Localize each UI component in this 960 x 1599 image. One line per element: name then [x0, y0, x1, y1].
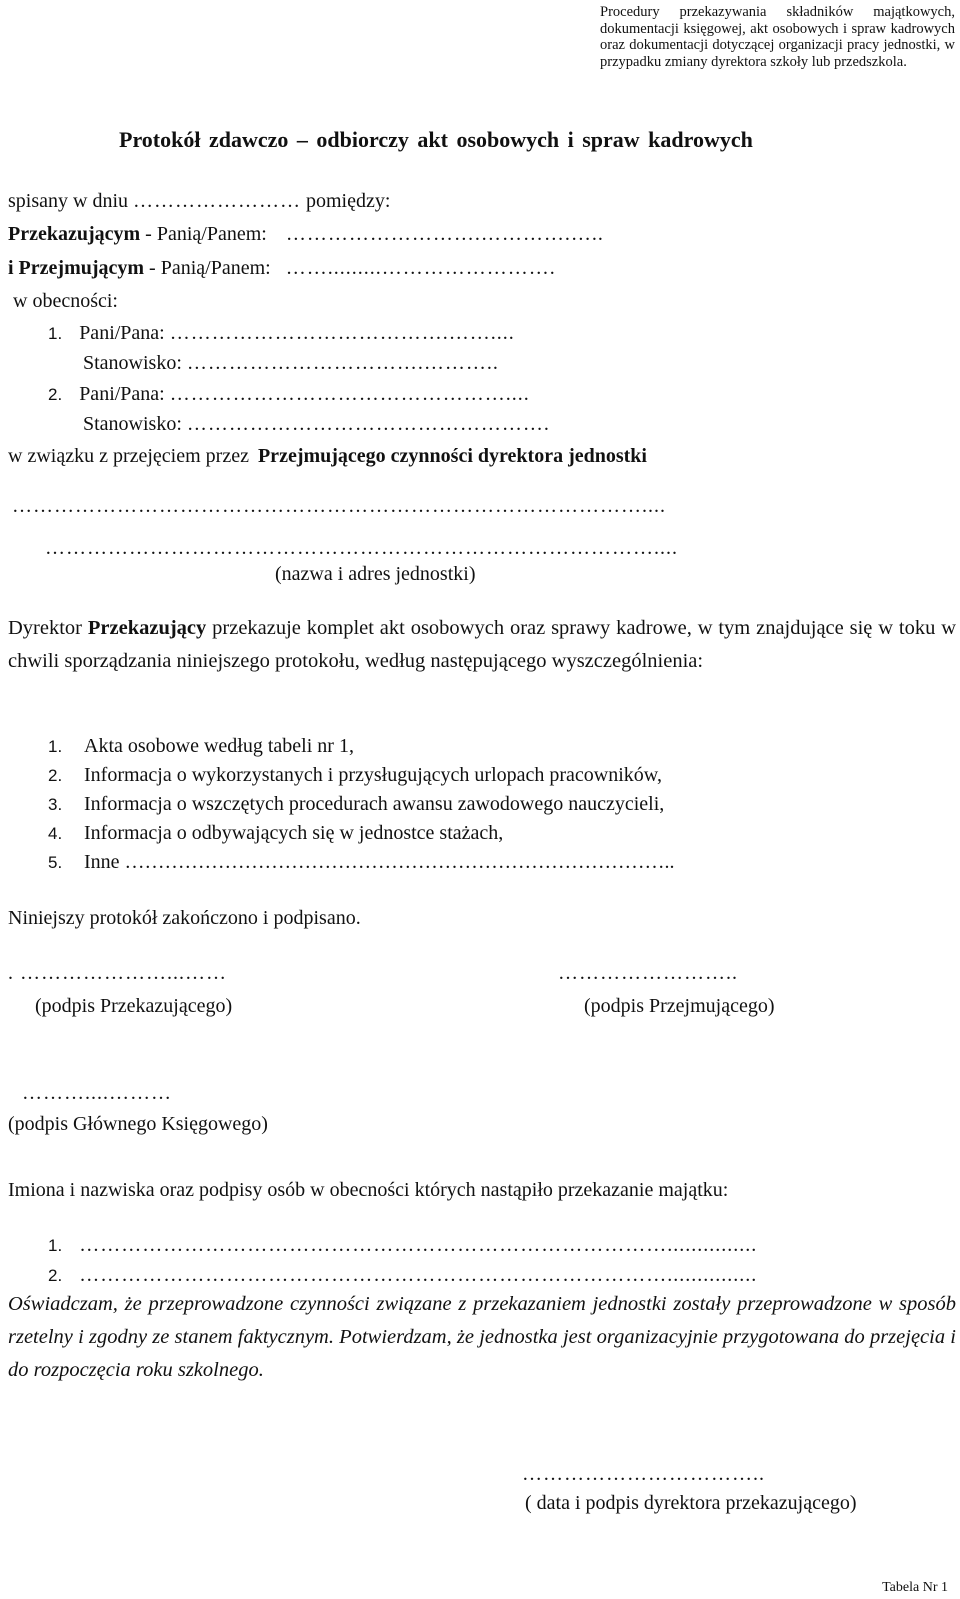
witness-1-position-line — [83, 352, 499, 375]
intro-paragraph — [8, 612, 956, 678]
list-item-number: 4. — [48, 824, 63, 843]
list-item-text: Inne ……………………………………………………………………….. — [84, 851, 675, 873]
date-label: spisany w dniu — [8, 190, 128, 212]
list-item-number: 3. — [48, 795, 63, 814]
witness-1-position-label: Stanowisko: — [83, 352, 182, 374]
presence-label: w obecności: — [13, 290, 118, 312]
transferor-label: Przekazującym — [8, 223, 141, 245]
footer-label: Tabela Nr 1 — [882, 1580, 948, 1595]
witness-2-position-dots: ……………………………………………. — [186, 413, 550, 435]
date-dots: …………………… — [133, 190, 301, 212]
page-title: Protokół zdawczo – odbiorczy akt osobowych i spraw kadrowych — [119, 127, 753, 152]
context-prefix: w związku z przejęciem przez — [8, 445, 249, 467]
recipient-label: i Przejmującym — [8, 257, 145, 279]
recipient-signature-dots: …………………….. — [558, 962, 738, 984]
transferor-line — [8, 223, 604, 246]
intro-prefix: Dyrektor — [8, 617, 83, 639]
accountant-signature-dots: ………....……… — [22, 1082, 172, 1104]
list-item-text: Informacja o wszczętych procedurach awansu zawodowego nauczycieli, — [84, 793, 665, 815]
header-note: Procedury przekazywania składników majątkowych, dokumentacji księgowej, akt osobowych i spraw kadrowych oraz dokumentacji dotyczącej organizacji pracy jednostki, w przypadku zmiany dyrektora szkoły lub przedszkola. — [600, 4, 955, 70]
witness-signature-line — [48, 1264, 757, 1287]
unit-caption: (nazwa i adres jednostki) — [275, 563, 476, 585]
witness-signature-number: 2. — [48, 1266, 63, 1285]
witness-1-number: 1. — [48, 324, 63, 343]
witness-1-name-line — [48, 322, 515, 345]
unit-dots-line-2: …………………………………………………………………………….... — [45, 537, 678, 559]
transferor-dots: ……………………….………….….. — [285, 223, 604, 245]
witness-2-name-line — [48, 383, 530, 406]
witness-1-name-label: Pani/Pana: — [79, 322, 165, 344]
witness-1-name-dots: ………………………………….…….... — [169, 322, 515, 344]
witness-signature-number: 1. — [48, 1236, 63, 1255]
witness-signature-dots: …………………………………………………………………………............... — [79, 1234, 758, 1256]
transferor-suffix: - Panią/Panem: — [145, 223, 267, 245]
context-line — [8, 445, 647, 468]
witness-2-position-line — [83, 413, 550, 436]
list-item-number: 5. — [48, 853, 63, 872]
director-signature-caption: ( data i podpis dyrektora przekazującego) — [525, 1492, 857, 1514]
recipient-line — [8, 257, 556, 280]
declaration-paragraph: Oświadczam, że przeprowadzone czynności związane z przekazaniem jednostki zostały przeprowadzone w sposób rzetelny i zgodny ze stanem faktycznym. Potwierdzam, że jednostka jest organizacyjnie przygotowana do przejęcia i do rozpoczęcia roku szkolnego. — [8, 1293, 956, 1381]
date-line — [8, 190, 390, 213]
accountant-signature-caption: (podpis Głównego Księgowego) — [8, 1113, 268, 1135]
director-signature-dots: …………………………….. — [522, 1463, 765, 1485]
list-item-text: Akta osobowe według tabeli nr 1, — [84, 735, 354, 757]
intro-bold: Przekazujący — [87, 617, 207, 639]
list-item-number: 2. — [48, 766, 63, 785]
recipient-suffix: - Panią/Panem: — [149, 257, 271, 279]
unit-dots-line-1: ……………………………………………………………………………….... — [12, 495, 666, 517]
witness-2-position-label: Stanowisko: — [83, 413, 182, 435]
closing-sentence: Niniejszy protokół zakończono i podpisano. — [8, 907, 361, 929]
between-label: pomiędzy: — [306, 190, 391, 212]
witness-2-number: 2. — [48, 385, 63, 404]
witness-signature-line — [48, 1234, 757, 1257]
witness-signature-dots: …………………………………………………………………………............... — [79, 1264, 758, 1286]
witness-2-name-label: Pani/Pana: — [79, 383, 165, 405]
context-bold: Przejmującego czynności dyrektora jednostki — [257, 445, 647, 467]
list-item-number: 1. — [48, 737, 63, 756]
recipient-signature-caption: (podpis Przejmującego) — [584, 995, 775, 1017]
witness-2-name-dots: ………………………………………….... — [169, 383, 530, 405]
recipient-dots: …….........……………………. — [285, 257, 556, 279]
list-item-text: Informacja o wykorzystanych i przysługujących urlopach pracowników, — [84, 764, 662, 786]
transferor-signature-dots: . …………………...…… — [8, 962, 227, 984]
transferor-signature-caption: (podpis Przekazującego) — [35, 995, 233, 1017]
intro-rest: przekazuje komplet akt osobowych oraz sprawy kadrowe, w tym znajdujące się w toku w chwili sporządzania niniejszego protokołu, według następującego wyszczególnienia: — [8, 617, 956, 672]
witness-1-position-dots: …………………………….……….. — [186, 352, 499, 374]
witnesses-heading: Imiona i nazwiska oraz podpisy osób w obecności których nastąpiło przekazanie majątku: — [8, 1179, 729, 1201]
list-item-text: Informacja o odbywających się w jednostce stażach, — [84, 822, 504, 844]
